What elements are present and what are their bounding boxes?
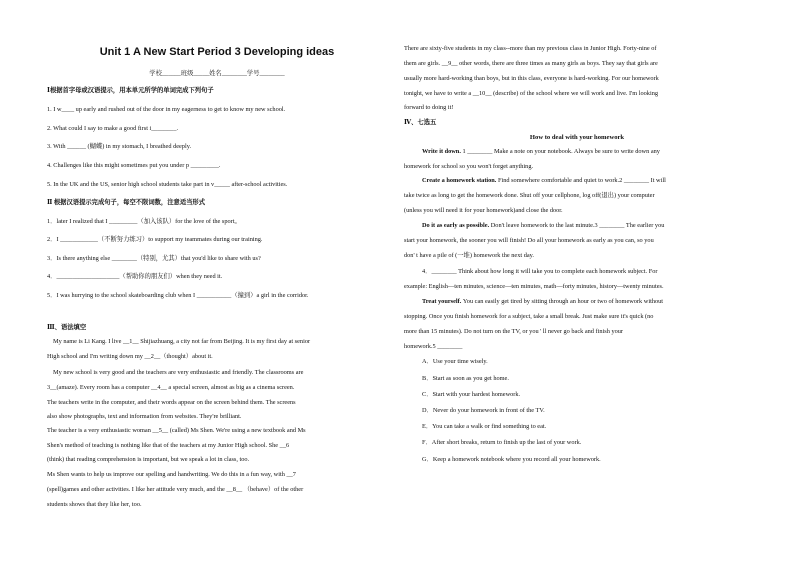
grammar-line: 3__(amaze). Every room has a computer __4__ a special screen, almost as big as a cinema screen.	[47, 384, 295, 391]
grammar-line: (think) that reading comprehension is important, but we speak a lot in class, too.	[47, 456, 250, 463]
paragraph-heading: Create a homework station.	[422, 177, 498, 184]
passage-line: homework.5 ________	[404, 343, 463, 350]
grammar-continued-line: them are girls. __9__ other words, there are three times as many girls as boys. They say that girls are	[404, 60, 658, 67]
grammar-line: Ms Shen wants to help us improve our spelling and handwriting. We do this in a fun way, with __7	[47, 471, 296, 478]
grammar-line: The teacher is a very enthusiastic woman __5__ (called) Ms Shen. We're using a new textbook and Ms	[47, 427, 306, 434]
section-1-item: 5. In the UK and the US, senior high school students take part in v_____ after-school activities.	[47, 181, 288, 188]
grammar-line: (spell)games and other activities. I like her attitude very much, and the __8__ （behave）of the other	[47, 486, 304, 493]
grammar-line: also show photographs, text and information from websites. They're brilliant.	[47, 413, 242, 420]
section-2-item: 2．I ____________（不断努力练习）to support my teammates during our training.	[47, 236, 263, 243]
paragraph-heading: Treat yourself.	[422, 298, 463, 305]
passage-line: 4．________ Think about how long it will take you to complete each homework subject. For	[422, 268, 658, 275]
section-2-item: 4．____________________（帮助你的朋友们）when they need it.	[47, 273, 223, 280]
grammar-line: The teachers write in the computer, and their words appear on the screen behind them. The screens	[47, 399, 296, 406]
paragraph-heading: Write it down.	[422, 148, 463, 155]
student-info-line: 学校______班级_____姓名________学号________	[149, 70, 285, 77]
option-item: A．Use your time wisely.	[422, 358, 488, 365]
page-title: Unit 1 A New Start Period 3 Developing ideas	[99, 46, 335, 58]
grammar-line: My name is Li Kang. I live __1__ Shijiazhuang, a city not far from Beijing. It is my first day at senior	[53, 338, 311, 345]
passage-line: homework for school so you won't forget anything.	[404, 163, 534, 170]
passage-line: Create a homework station. Find somewhere comfortable and quiet to work.2 ________ It will	[422, 177, 666, 184]
section-2-heading: Ⅱ 根据汉语提示完成句子，每空不限词数，注意适当形式	[47, 199, 206, 206]
passage-line: Write it down. 1 ________ Make a note on your notebook. Always be sure to write down any	[422, 148, 660, 155]
passage-line: (unless you will need it for your homework)and close the door.	[404, 207, 563, 214]
section-2-item: 1．later I realized that I _________（加入该队）for the love of the sport。	[47, 218, 241, 225]
section-3-heading: Ⅲ、语法填空	[47, 324, 87, 331]
passage-line: start your homework, the sooner you will finish! Do all your homework as early as you can, so you	[404, 237, 654, 244]
passage-line: example: English—ten minutes, science—ten minutes, math—forty minutes, history—twenty minutes.	[404, 283, 664, 290]
passage-line: take twice as long to get the homework done. Shut off your cellphone, log off(退出) your computer	[404, 192, 655, 199]
grammar-line: High school and I'm writing down my __2__（thought）about it.	[47, 353, 213, 360]
grammar-line: students shows that they like her, too.	[47, 501, 142, 508]
section-2-item: 5．I was hurrying to the school skateboarding club when I ___________（撞到）a girl in the corridor.	[47, 292, 309, 299]
grammar-continued-line: There are sixty-five students in my class--more than my previous class in Junior High. Forty-nine of	[404, 45, 657, 52]
passage-line: stopping. Once you finish homework for a subject, take a small break. Just make sure it's quick (no	[404, 313, 654, 320]
grammar-line: Shen's method of teaching is nothing like that of the teachers at my Junior High school. She __6	[47, 442, 290, 449]
section-1-item: 4. Challenges like this might sometimes put you under p _________.	[47, 162, 221, 169]
option-item: B．Start as soon as you get home.	[422, 375, 509, 382]
option-item: G．Keep a homework notebook where you record all your homework.	[422, 456, 601, 463]
section-2-item: 3．Is there anything else ________（特别，尤其）that you'd like to share with us?	[47, 255, 261, 262]
passage-line: Treat yourself. You can easily get tired by sitting through an hour or two of homework without	[422, 298, 664, 305]
section-1-heading: Ⅰ根据首字母或汉语提示，用本单元所学的单词完成下列句子	[47, 87, 214, 94]
option-item: E．You can take a walk or find something to eat.	[422, 423, 547, 430]
paragraph-heading: Do it as early as possible.	[422, 222, 491, 229]
passage-line: don' t have a pile of (一堆) homework the next day.	[404, 252, 534, 259]
grammar-continued-line: tonight, we have to write a __10__ (describe) of the school where we will work and live. I'm looking	[404, 90, 658, 97]
section-1-item: 3. With ______ (蝴蝶) in my stomach, I breathed deeply.	[47, 143, 192, 150]
passage-title: How to deal with your homework	[529, 134, 625, 141]
section-4-heading: Ⅳ、七选五	[404, 119, 437, 126]
option-item: C．Start with your hardest homework.	[422, 391, 521, 398]
option-item: D．Never do your homework in front of the TV.	[422, 407, 545, 414]
option-item: F．After short breaks, return to finish up the last of your work.	[422, 439, 582, 446]
grammar-continued-line: forward to doing it!	[404, 104, 454, 111]
passage-line: more than 15 minutes). Do not turn on the TV, or you ' ll never go back and finish your	[404, 328, 623, 335]
grammar-line: My new school is very good and the teachers are very enthusiastic and friendly. The classrooms are	[53, 369, 304, 376]
passage-line: Do it as early as possible. Don't leave homework to the last minute.3 ________ The earlier you	[422, 222, 665, 229]
grammar-continued-line: usually more hard-working than boys, but in this class, everyone is hard-working. For our homework	[404, 75, 659, 82]
section-1-item: 1. I w____ up early and rushed out of the door in my eagerness to get to know my new school.	[47, 106, 286, 113]
section-1-item: 2. What could I say to make a good first i________.	[47, 125, 179, 132]
